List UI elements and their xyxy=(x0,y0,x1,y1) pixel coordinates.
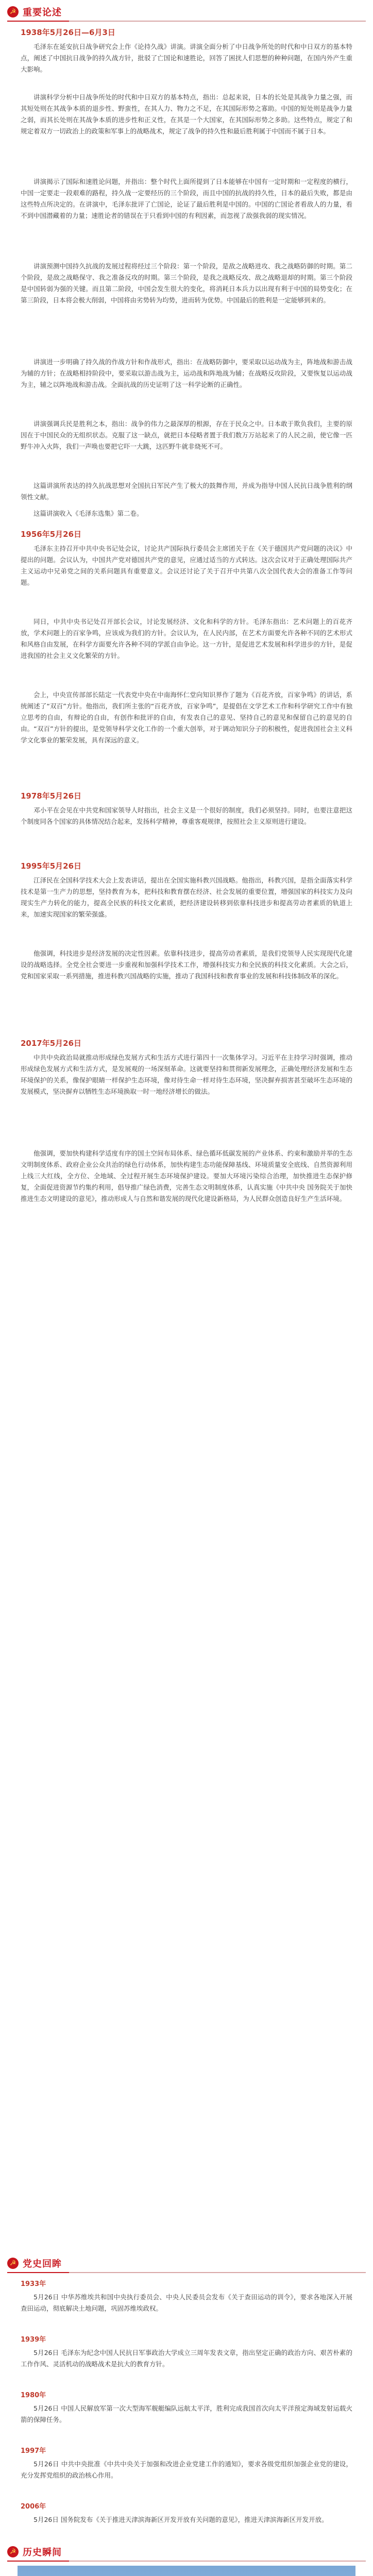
paragraph: 中共中央政治局就推动形成绿色发展方式和生活方式进行第四十一次集体学习。习近平在主持学习时强调，推动形成绿色发展方式和生活方式，是发展观的一场深刻革命。这就要坚持和贯彻新发展理念，正确处理经济发展和生态环境保护的关系，像保护眼睛一样保护生态环境，像对待生命一样对待生态环境，坚决摒弃损害甚至破坏生态环境的发展模式，坚决摒弃以牺牲生态环境换取一时一地经济增长的做法。 xyxy=(21,1054,352,1095)
paragraph: 这篇讲演所表达的持久抗战思想对全国抗日军民产生了极大的鼓舞作用，并成为指导中国人民抗日战争胜利的纲领性文献。 xyxy=(21,482,352,501)
date-heading: 1938年5月26日—6月3日 xyxy=(21,28,115,37)
date-heading: 1978年5月26日 xyxy=(21,791,82,801)
date-heading: 1980年 xyxy=(21,2392,46,2399)
section-header-history xyxy=(7,2256,366,2271)
date-heading: 1995年5月26日 xyxy=(21,861,82,871)
party-emblem-icon: ☭ xyxy=(7,2258,19,2269)
historical-photo xyxy=(18,2566,355,2576)
section-divider xyxy=(7,21,366,22)
paragraph: 讲演科学分析中日战争所处的时代和中日双方的基本特点，指出：总起来说，日本的长处是其战争力量之强，而其短处则在其战争本质的退步性、野蛮性，在其人力、物力之不足，在其国际形势之寡助。中国的短处则是战争力量之弱，而其长处则在其战争本质的进步性和正义性，在其是一个大国家，在其国际形势之多助。这些特点，规定了和规定着双方一切政治上的政策和军事上的战略战术，规定了战争的持久性和最后胜利属于中国而不属于日本。 xyxy=(21,93,352,135)
paragraph: 他强调，科技进步是经济发展的决定性因素。依靠科技进步，提高劳动者素质，是我们党领导人民实现现代化建设的战略选择。全党全社会要进一步重视和加强科学技术工作，增强科技实力和全民族的科技文化素质。大会之后，党和国家采取一系列措施，推进科教兴国战略的实施，推动了我国科技和教育事业的发展和科技体制改革的深化。 xyxy=(21,950,352,980)
paragraph: 他强调，要加快构建科学适度有序的国土空间布局体系、绿色循环低碳发展的产业体系、约束和激励并举的生态文明制度体系、政府企业公众共治的绿色行动体系，加快构建生态功能保障基线、环境质量安全底线、自然资源利用上线三大红线，全方位、全地域、全过程开展生态环境保护建设。要加大环境污染综合治理，加快推进生态保护修复，全面促进资源节约集约利用，倡导推广绿色消费，完善生态文明制度体系，认真实施《中共中央 国务院关于加快推进生态文明建设的意见》，推动形成人与自然和谐发展的现代化建设新格局，为人民群众创造良好生产生活环境。 xyxy=(21,1149,352,1202)
date-heading: 1933年 xyxy=(21,2280,46,2288)
paragraph: 会上，中央宣传部部长陆定一代表党中央在中南海怀仁堂向知识界作了题为《百花齐放，百家争鸣》的讲话，系统阐述了“双百”方针。他指出，我们所主张的“百花齐放，百家争鸣”，是提倡在文学艺术工作和科学研究工作中有独立思考的自由，有辩论的自由，有创作和批评的自由，有发表自己的意见、坚持自己的意见和保留自己的意见的自由。“双百”方针的提出，是党领导科学文化工作的一个重大创举，对于调动知识分子的积极性，促进我国社会主义科学文化事业的繁荣发展，具有深远的意义。 xyxy=(21,691,352,744)
paragraph: 讲演进一步明确了持久战的作战方针和作战形式，指出：在战略防御中，要采取以运动战为主，阵地战和游击战为辅的方针；在战略相持阶段中，要采取以游击战为主，运动战和阵地战为辅；在战略反攻阶段，又要恢复以运动战为主，辅之以阵地战和游击战。全面抗战的历史证明了这一科学论断的正确性。 xyxy=(21,358,352,388)
paragraph: 毛泽东在延安抗日战争研究会上作《论持久战》讲演。讲演全面分析了中日战争所处的时代和中日双方的基本特点，阐述了中国抗日战争的持久战方针，批驳了亡国论和速胜论，回答了困扰人们思想的种种问题，在国内外产生重大影响。 xyxy=(21,43,352,73)
date-heading: 2017年5月26日 xyxy=(21,1039,82,1048)
paragraph: 邓小平在会见在中共党和国家领导人时指出，社会主义是一个很好的制度，我们必须坚持。同时，也要注意把这个制度同各个国家的具体情况结合起来，发扬科学精神，尊重客观规律，按照社会主义原则进行建设。 xyxy=(21,806,352,825)
date-heading: 1956年5月26日 xyxy=(21,530,82,539)
date-heading: 2006年 xyxy=(21,2503,46,2511)
paragraph: 讲演揭示了国际和速胜论问题，并指出：整个时代上面所提到了日本能够在中国有一定时期和一定程度的横行，中国一定要走一段艰难的路程，持久战一定要经历的三个阶段，而且中国的抗战的持久性，日本的最后失败，都是由这些特点所决定的。在讲演中，毛泽东批评了亡国论，论证了最后胜利是中国的。中国的亡国论者看敌人的力量，看不到中国潜藏着的力量；速胜论者的错误在于只看到中国的有利因素，而忽视了敌强我弱的现实情况。 xyxy=(21,178,352,219)
paragraph: 毛泽东主持召开中共中央书记处会议，讨论共产国际执行委员会主席团关于在《关于德国共产党问题的决议》中提出的问题。会议认为，中国共产党对德国共产党的意见，应通过适当的方式转达。这次会议对于正确处理国际共产主义运动中兄弟党之间的关系问题具有重要意义。会议还讨论了关于召开中共第八次全国代表大会的准备工作等问题。 xyxy=(21,545,352,586)
section-header-gallery xyxy=(7,2544,366,2560)
paragraph: 这篇讲演收入《毛泽东选集》第二卷。 xyxy=(33,510,143,517)
paragraph: 5月26日 毛泽东为纪念中国人民抗日军事政治大学成立三周年发表文章，指出坚定正确的政治方向、艰苦朴素的工作作风、灵活机动的战略战术是抗大的教育方针。 xyxy=(21,2349,352,2368)
party-emblem-icon: ☭ xyxy=(7,6,19,18)
paragraph: 5月26日 中共中央批准《中共中央关于加强和改进企业党建工作的通知》，要求各级党组织加强企业党的建设，充分发挥党组织的政治核心作用。 xyxy=(21,2460,352,2479)
paragraph: 讲演强调兵民是胜利之本，指出：战争的伟力之最深厚的根源，存在于民众之中。日本敢于欺负我们，主要的原因在于中国民众的无组织状态。克服了这一缺点，就把日本侵略者置于我们数万万站起来了的人民之前，使它像一匹野牛冲入火阵，我们一声唤也要把它吓一大跳，这匹野牛就非烧死不可。 xyxy=(21,420,352,450)
section-divider xyxy=(7,2272,366,2273)
section-divider xyxy=(7,2561,366,2562)
paragraph: 江泽民在全国科学技术大会上发表讲话，提出在全国实施科教兴国战略。他指出，科教兴国，是指全面落实科学技术是第一生产力的思想，坚持教育为本，把科技和教育摆在经济、社会发展的重要位置，增强国家的科技实力及向现实生产力转化的能力，提高全民族的科技文化素质，把经济建设转移到依靠科技进步和提高劳动者素质的轨道上来，加速实现国家的繁荣强盛。 xyxy=(21,876,352,918)
section-title: 重要论述 xyxy=(23,7,62,18)
paragraph: 5月26日 中华苏维埃共和国中央执行委员会、中央人民委员会发布《关于查田运动的训令》，要求各地深入开展查田运动，彻底解决土地问题，巩固苏维埃政权。 xyxy=(21,2293,352,2312)
section-title: 党史回眸 xyxy=(23,2259,62,2269)
section-title: 历史瞬间 xyxy=(23,2547,62,2558)
paragraph: 同日，中共中央书记处召开部长会议，讨论发展经济、文化和科学的方针。毛泽东指出：艺术问题上的百花齐放，学术问题上的百家争鸣，应该成为我们的方针。会议认为，在人民内部，在艺术方面要允许各种不同的艺术形式和风格自由发展，在科学方面要允许各种不同的学派自由争论。这一方针，是促进艺术发展和科学进步的方针，是促进我国的社会主义文化繁荣的方针。 xyxy=(21,618,352,659)
section-header-important xyxy=(7,4,366,20)
paragraph: 讲演预测中国持久抗战的发展过程将经过三个阶段：第一个阶段，是敌之战略进攻、我之战略防御的时期。第二个阶段，是敌之战略保守、我之准备反攻的时期。第三个阶段，是我之战略反攻、敌之战略退却的时期。第三个阶段是中国转弱为强的关键。而且第二阶段，中国会发生很大的变化，将消耗日本兵力以出现有利于中国的局势变化；在第三阶段，日本将会极大削弱，中国将由劣势转为均势，进而转为优势。中国最后的胜利是一定能够到来的。 xyxy=(21,262,352,304)
party-emblem-icon: ☭ xyxy=(7,2546,19,2557)
date-heading: 1939年 xyxy=(21,2336,46,2344)
paragraph: 5月26日 国务院发布《关于推进天津滨海新区开发开放有关问题的意见》，推进天津滨海新区开发开放。 xyxy=(33,2516,328,2523)
paragraph: 5月26日 中国人民解放军第一次大型海军舰艇编队远航太平洋，胜利完成我国首次向太平洋预定海域发射运载火箭的保障任务。 xyxy=(21,2404,352,2424)
date-heading: 1997年 xyxy=(21,2447,46,2455)
